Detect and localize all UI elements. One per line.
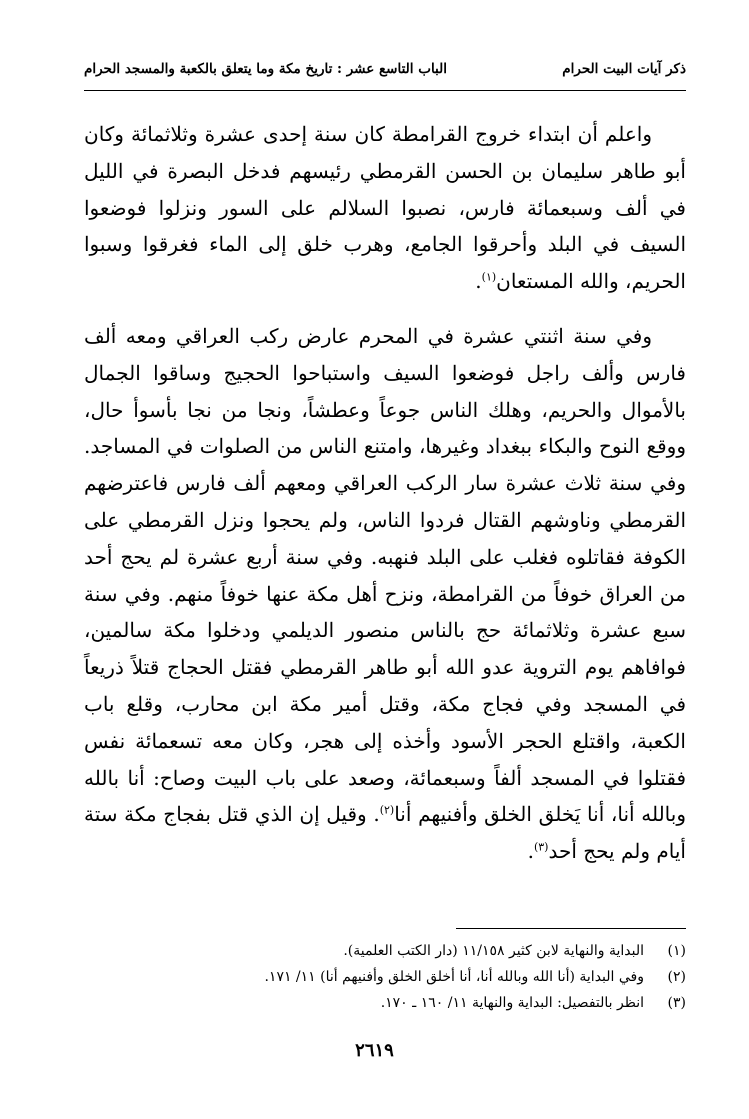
footnote-number: (٢) — [667, 969, 686, 985]
footnote-2 — [84, 964, 686, 990]
header-divider — [84, 90, 686, 91]
paragraph-1-text: واعلم أن ابتداء خروج القرامطة كان سنة إحدى عشرة وثلاثمائة وكان أبو طاهر سليمان بن الحسن القرمطي رئيسهم فدخل البصرة في الليل في ألف وسبعمائة فارس، نصبوا السلالم على السور ونزلوا فوضعوا السيف في البلد وأحرقوا الجامع، وهرب خلق إلى الماء فغرقوا وسبوا الحريم، والله المستعان — [84, 122, 686, 294]
paragraph-1-tail: . — [475, 269, 482, 294]
paragraph-2-text: وفي سنة اثنتي عشرة في المحرم عارض ركب العراقي ومعه ألف فارس وألف راجل فوضعوا السيف واستباحوا الحجيج وساقوا الجمال بالأموال والحريم، وهلك الناس جوعاً وعطشاً، ونجا من نجا بأسوأ حال، ووقع النوح والبكاء ببغداد وغيرها، وامتنع الناس من الصلوات في المساجد. وفي سنة ثلاث عشرة سار الركب العراقي ومعهم ألف فارس فاعترضهم القرمطي وناوشهم القتال فردوا الناس، ولم يحجوا ونزل القرمطي على الكوفة فقاتلوه فغلب على البلد فنهبه. وفي سنة أربع عشرة لم يحج أحد من العراق خوفاً من القرامطة، ونزح أهل مكة عنها خوفاً منهم. وفي سنة سبع عشرة وثلاثمائة حج بالناس منصور الديلمي ودخلوا مكة سالمين، فوافاهم يوم التروية عدو الله أبو طاهر القرمطي فقتل الحجاج قتلاً ذريعاً في المسجد وفي فجاج مكة، وقتل أمير مكة ابن محارب، وقلع باب الكعبة، واقتلع الحجر الأسود وأخذه إلى هجر، وكان معه تسعمائة نفس فقتلوا في المسجد ألفاً وسبعمائة، وصعد على باب البيت وصاح: أنا بالله وبالله أنا، أنا يَخلق الخلق وأفنيهم أنا — [84, 323, 686, 827]
running-header — [84, 58, 686, 80]
footnote-ref-2: (٢) — [379, 803, 395, 817]
paragraph-2-text-continued: . وقيل إن الذي قتل بفجاج مكة ستة أيام ولم يحج أحد — [84, 802, 686, 864]
paragraph-2-tail: . — [527, 839, 534, 864]
footnote-number: (٣) — [667, 995, 686, 1011]
footnote-ref-1: (١) — [481, 270, 497, 284]
footnote-text: وفي البداية (أنا الله وبالله أنا، أنا أخلق الخلق وأفنيهم أنا) ١١/ ١٧١. — [264, 969, 644, 985]
footnote-1 — [84, 938, 686, 964]
footnotes — [84, 938, 686, 1016]
header-section-title: الباب التاسع عشر : تاريخ مكة وما يتعلق بالكعبة والمسجد الحرام — [84, 61, 447, 77]
footnote-text: انظر بالتفصيل: البداية والنهاية ١١/ ١٦٠ ـ ١٧٠. — [380, 995, 644, 1011]
paragraph-2 — [84, 318, 686, 870]
footnote-divider — [456, 928, 686, 929]
footnote-3 — [84, 990, 686, 1016]
footnote-text: البداية والنهاية لابن كثير ١١/١٥٨ (دار الكتب العلمية). — [343, 943, 644, 959]
main-text — [84, 116, 686, 870]
page-number: ٢٦١٩ — [355, 1040, 394, 1061]
footnote-number: (١) — [667, 943, 686, 959]
paragraph-1 — [84, 116, 686, 300]
header-chapter-title: ذكر آيات البيت الحرام — [562, 61, 686, 77]
footnote-ref-3: (٣) — [533, 840, 549, 854]
